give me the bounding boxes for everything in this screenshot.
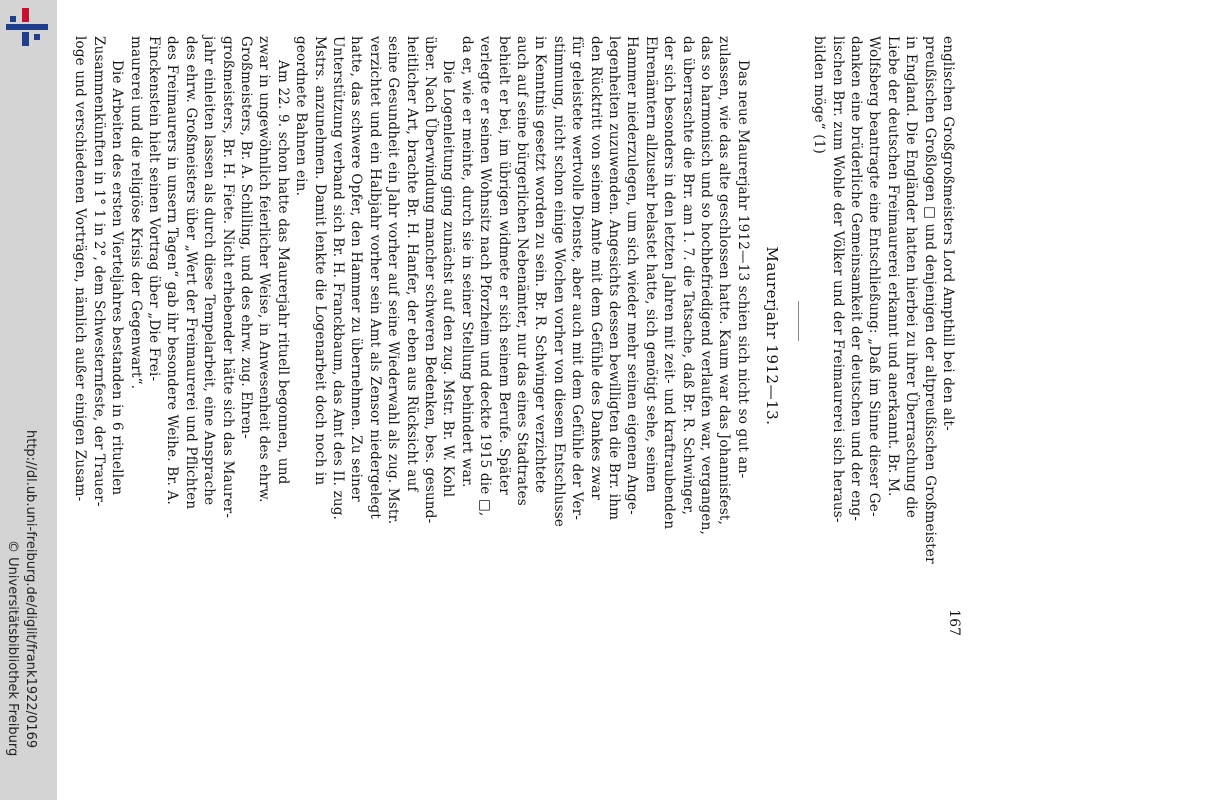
text-line: Die Arbeiten des ersten Vierteljahres bestanden in 6 rituellen bbox=[109, 60, 126, 496]
page-number: 167 bbox=[946, 609, 962, 636]
text-line: jahr einleiten lassen als durch diese Tempelarbeit, eine Ansprache bbox=[201, 36, 218, 506]
copyright-notice: © Universitätsbibliothek Freiburg bbox=[5, 540, 20, 757]
text-line: zwar in ungewöhnlich feierlicher Weise, in Anwesenheit des ehrw. bbox=[256, 36, 273, 503]
text-line: englischen Großgroßmeisters Lord Ampthill bei den alt- bbox=[940, 36, 956, 431]
text-line: seine Gesundheit ein Jahr vorher auf seine Wiederwahl als zug. Mstr. bbox=[385, 36, 402, 525]
text-line: stimmung, nicht schon einige Wochen vorher von diesem Entschlusse bbox=[550, 36, 567, 528]
text-line: verzichtet und ein Halbjahr vorher sein Amt als Zensor niedergelegt bbox=[366, 36, 383, 520]
text-line: Die Logenleitung ging zunächst auf den zug. Mstr. Br. W. Kohl bbox=[440, 60, 457, 498]
text-line: auch auf seine bürgerlichen Nebenämter, nur das eines Stadtrates bbox=[514, 36, 530, 506]
text-line: Am 22. 9. schon hatte das Maurerjahr rituell begonnen, und bbox=[274, 60, 291, 485]
text-line: geordnete Bahnen ein. bbox=[293, 36, 310, 197]
text-line: hatte, das schwere Opfer, den Hammer zu übernehmen. Zu seiner bbox=[348, 36, 365, 502]
text-line: verlegte er seinen Wohnsitz nach Pforzheim und deckte 1915 die □, bbox=[477, 36, 494, 517]
text-line: maurerei und die religiöse Krisis der Gegenwart“. bbox=[127, 36, 144, 390]
text-line: legenheiten zuzuwenden. Angesichts dessen bewilligten die Brr. ihm bbox=[606, 36, 622, 521]
separator-rule bbox=[798, 301, 799, 341]
text-line: preußischen Großlogen □ und denjenigen der altpreußischen Großmeister bbox=[921, 36, 938, 564]
section-heading: Maurerjahr 1912—13. bbox=[762, 246, 781, 426]
page-content-rotated bbox=[72, 36, 962, 636]
text-line: Mstrs. anzunehmen. Damit lenkte die Logenarbeit doch noch in bbox=[311, 36, 328, 486]
text-line: lischen Brr. zum Wohle der Völker und der Freimaurerei sich heraus- bbox=[829, 36, 846, 523]
text-line: heitlicher Art, brachte Br. H. Hanfer, der eben aus Rücksicht auf bbox=[403, 36, 420, 492]
text-line: der sich besonders in den letzten Jahren mit zeit- und kraftraubenden bbox=[661, 36, 678, 530]
text-line: das so harmonisch und so hochbefriedigend verlaufen war, vergangen, bbox=[698, 36, 714, 535]
text-line: Unterstützung verband sich Br. H. Franckbaum, das Amt des II. zug. bbox=[330, 36, 346, 521]
text-line: Finckenstein hielt seinen Vortrag über „Die Frei- bbox=[146, 36, 162, 382]
text-line: loge und verschiedenen Vorträgen, nämlich außer einigen Zusam- bbox=[72, 36, 89, 502]
text-line: den Rücktritt von seinem Amte mit dem Gefühle des Dankes zwar bbox=[587, 36, 604, 501]
source-url: http://dl.ub.uni-freiburg.de/diglit/frank1922/0169 bbox=[23, 430, 38, 749]
text-line: Wolfsberg beantragte eine Entschließung: „Daß im Sinne dieser Ge- bbox=[866, 36, 883, 517]
text-line: Zusammenkünften in 1° 1 in 2°, dem Schwesternfeste, der Trauer- bbox=[90, 36, 107, 507]
text-line: großmeisters, Br. H. Fiete. Nicht erhebender hätte sich das Maurer- bbox=[219, 36, 236, 519]
text-line: Ehrenämtern allzusehr belastet hatte, sich genötigt sehe, seinen bbox=[642, 36, 659, 493]
ub-freiburg-logo-icon[interactable] bbox=[6, 4, 48, 52]
text-line: da er, wie er meinte, durch sie in seiner Stellung behindert war. bbox=[458, 36, 475, 488]
text-line: da überraschte die Brr. am 1. 7. die Tatsache, daß Br. R. Schwinger, bbox=[679, 36, 696, 516]
text-line: über. Nach Überwindung mancher schweren Bedenken, bes. gesund- bbox=[422, 36, 438, 524]
text-line: in England. Die Engländer hatten hierbei zu ihrer Überraschung die bbox=[903, 36, 920, 519]
scanned-page bbox=[57, 0, 1232, 800]
text-line: zulassen, wie das alte geschlossen hatte. Kaum war das Johannisfest, bbox=[716, 36, 733, 526]
text-line: Großmeisters, Br. A. Schilling, und des ehrw. zug. Ehren- bbox=[238, 36, 254, 439]
text-line: des ehrw. Großmeisters über „Wert der Freimaurerei und Pflichten bbox=[182, 36, 199, 510]
viewer-sidebar bbox=[0, 0, 57, 800]
text-line: Liebe der deutschen Freimaurerei erkannt und anerkannt. Br. M. bbox=[884, 36, 901, 497]
text-line: danken eine brüderliche Gemeinsamkeit der deutschen und der eng- bbox=[848, 36, 864, 522]
text-line: Hammer niederzulegen, um sich wieder mehr seinen eigenen Ange- bbox=[624, 36, 641, 515]
text-line: bilden möge“ (1) bbox=[811, 36, 828, 154]
text-line: des Freimaurers in unsern Tagen“ gab ihr besondere Weihe. Br. A. bbox=[164, 36, 181, 505]
text-line: für geleistete wertvolle Dienste, aber auch mit dem Gefühle der Ver- bbox=[569, 36, 586, 521]
text-line: behielt er bei, im übrigen widmete er sich seinem Berufe. Später bbox=[495, 36, 512, 495]
text-line: in Kenntnis gesetzt worden zu sein. Br. R. Schwinger verzichtete bbox=[532, 36, 549, 494]
text-line: Das neue Maurerjahr 1912—13 schien sich nicht so gut an- bbox=[734, 60, 751, 479]
